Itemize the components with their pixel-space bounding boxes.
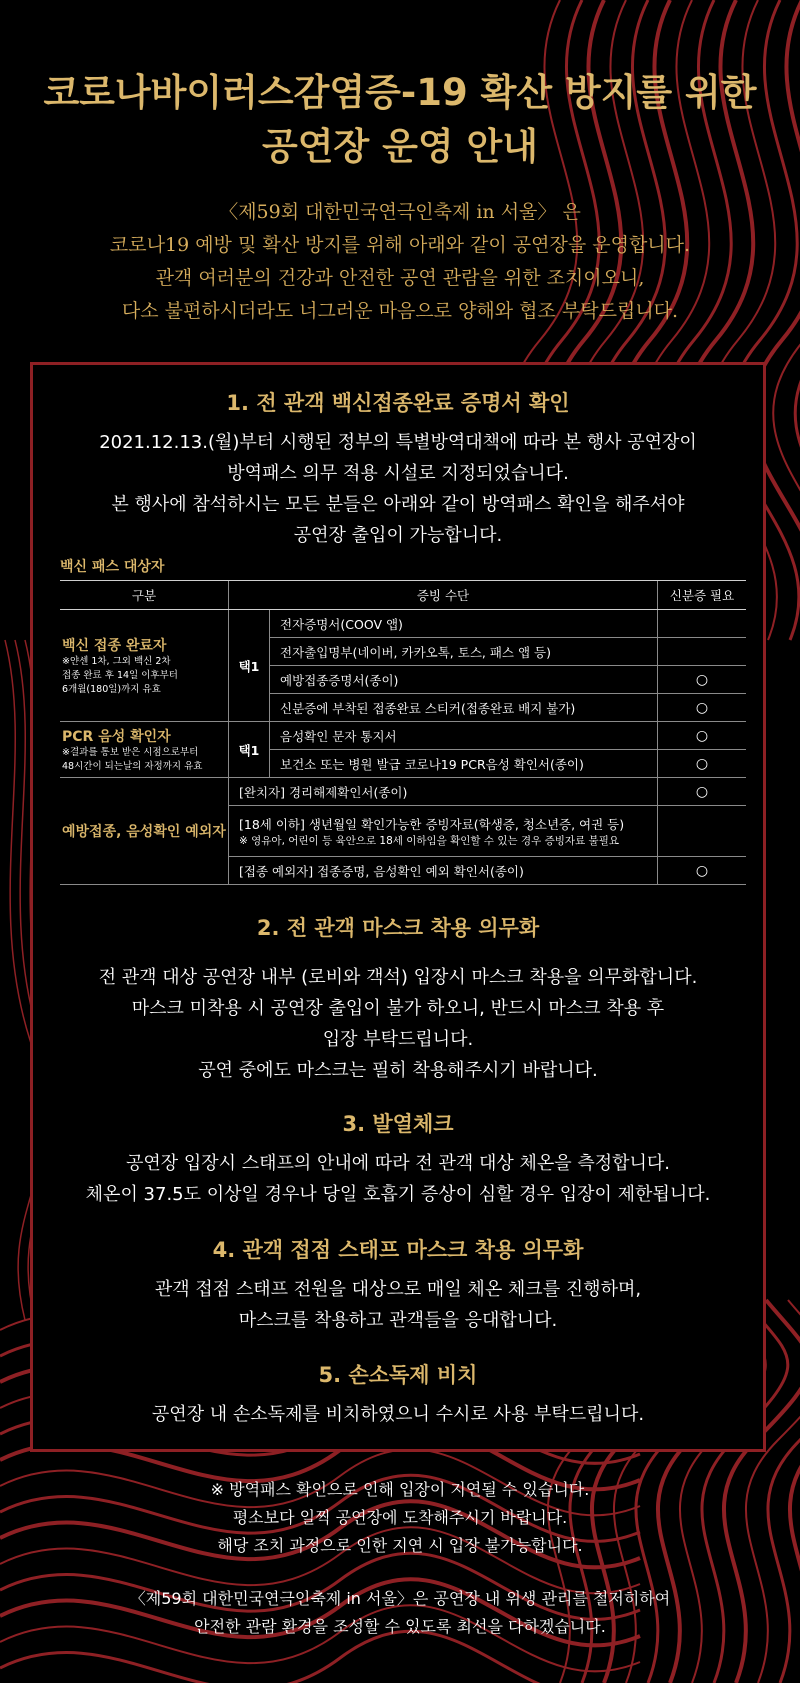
id-required-cell: ○ [658, 694, 747, 722]
page-title: 코로나바이러스감염증-19 확산 방지를 위한 공연장 운영 안내 [43, 71, 757, 168]
section3-body: 공연장 입장시 스태프의 안내에 따라 전 관객 대상 체온을 측정합니다. 체온이 37.5도 이상일 경우나 당일 호흡기 증상이 심할 경우 입장이 제한됩니다. [85, 1153, 711, 1205]
section4-title: 4. 관객 접점 스태프 마스크 착용 의무화 [212, 1238, 584, 1262]
header-id-required: 신분증 필요 [658, 581, 747, 610]
intro-text [0, 196, 800, 328]
id-required-cell: ○ [658, 750, 747, 778]
proof-cell: 예방접종증명서(종이) [270, 666, 658, 694]
proof-cell: 보건소 또는 병원 발급 코로나19 PCR음성 확인서(종이) [270, 750, 658, 778]
intro-line: 코로나19 예방 및 확산 방지를 위해 아래와 같이 공연장을 운영합니다. [109, 234, 691, 256]
select-one-label: 택1 [229, 610, 270, 722]
section2-body: 전 관객 대상 공연장 내부 (로비와 객석) 입장시 마스크 착용을 의무화합니다. 마스크 미착용 시 공연장 출입이 불가 하오니, 반드시 마스크 착용 후 입장 부탁드립니다. 공연 중에도 마스크는 필히 착용해주시기 바랍니다. [98, 967, 698, 1081]
section2-title: 2. 전 관객 마스크 착용 의무화 [256, 916, 540, 940]
proof-cell: 신분증에 부착된 접종완료 스티커(접종완료 배지 불가) [270, 694, 658, 722]
section4-body: 관객 접점 스태프 전원을 대상으로 매일 체온 체크를 진행하며, 마스크를 착용하고 관객들을 응대합니다. [154, 1279, 642, 1331]
table-row [60, 610, 746, 638]
id-required-cell: ○ [658, 666, 747, 694]
guideline-box [30, 362, 766, 1452]
group-vaccinated: 백신 접종 완료자 ※얀센 1차, 그외 백신 2차 접종 완료 후 14일 이후부터 6개월(180일)까지 유효 [60, 610, 229, 722]
id-required-cell [658, 806, 747, 857]
intro-line: 다소 불편하시더라도 너그러운 마음으로 양해와 협조 부탁드립니다. [121, 300, 679, 322]
group-pcr: PCR 음성 확인자 ※결과를 통보 받은 시점으로부터 48시간이 되는날의 자정까지 유효 [60, 722, 229, 778]
footer-closing: 〈제59회 대한민국연극인축제 in 서울〉은 공연장 내 위생 관리를 철저히하여 안전한 관람 환경을 조성할 수 있도록 최선을 다하겠습니다. [129, 1589, 671, 1636]
id-required-cell: ○ [658, 722, 747, 750]
proof-cell: [접종 예외자] 접종증명, 음성확인 예외 확인서(종이) [229, 857, 658, 885]
table-row [60, 778, 746, 806]
footer-notice: ※ 방역패스 확인으로 인해 입장이 지연될 수 있습니다. 평소보다 일찍 공연장에 도착해주시기 바랍니다. 해당 조치 과정으로 인한 지연 시 입장 불가능합니다. [210, 1480, 590, 1555]
proof-cell: 전자증명서(COOV 앱) [270, 610, 658, 638]
id-required-cell [658, 638, 747, 666]
table-header-row [60, 581, 746, 610]
proof-sub-note: ※ 영유아, 어린이 등 육안으로 18세 이하임을 확인할 수 있는 경우 증빙자료 불필요 [239, 834, 619, 847]
header-proof: 증빙 수단 [229, 581, 658, 610]
section1-body: 2021.12.13.(월)부터 시행된 정부의 특별방역대책에 따라 본 행사 공연장이 방역패스 의무 적용 시설로 지정되었습니다. 본 행사에 참석하시는 모든 분들은 아래와 같이 방역패스 확인을 해주셔야 공연장 출입이 가능합니다. [99, 432, 697, 546]
section5-title: 5. 손소독제 비치 [318, 1363, 478, 1387]
vaccine-pass-table [60, 580, 746, 885]
header-category: 구분 [60, 581, 229, 610]
select-one-label: 택1 [229, 722, 270, 778]
proof-cell: 전자출입명부(네이버, 카카오톡, 토스, 패스 앱 등) [270, 638, 658, 666]
section3-title: 3. 발열체크 [342, 1112, 454, 1136]
table-row [60, 722, 746, 750]
id-required-cell [658, 610, 747, 638]
table-caption: 백신 패스 대상자 [60, 559, 165, 575]
intro-line: 관객 여러분의 건강과 안전한 공연 관람을 위한 조치이오니, [155, 267, 645, 289]
id-required-cell: ○ [658, 778, 747, 806]
intro-line: 〈제59회 대한민국연극인축제 in 서울〉 은 [219, 201, 581, 223]
section5-body: 공연장 내 손소독제를 비치하였으니 수시로 사용 부탁드립니다. [151, 1404, 645, 1425]
id-required-cell: ○ [658, 857, 747, 885]
group-exempt: 예방접종, 음성확인 예외자 [60, 778, 229, 885]
proof-cell: [18세 이하] 생년월일 확인가능한 증빙자료(학생증, 청소년증, 여권 등) ※ 영유아, 어린이 등 육안으로 18세 이하임을 확인할 수 있는 경우 증빙자료 불필요 [229, 806, 658, 857]
proof-cell: 음성확인 문자 통지서 [270, 722, 658, 750]
section1-title: 1. 전 관객 백신접종완료 증명서 확인 [226, 391, 570, 415]
proof-cell: [완치자] 경리해제확인서(종이) [229, 778, 658, 806]
